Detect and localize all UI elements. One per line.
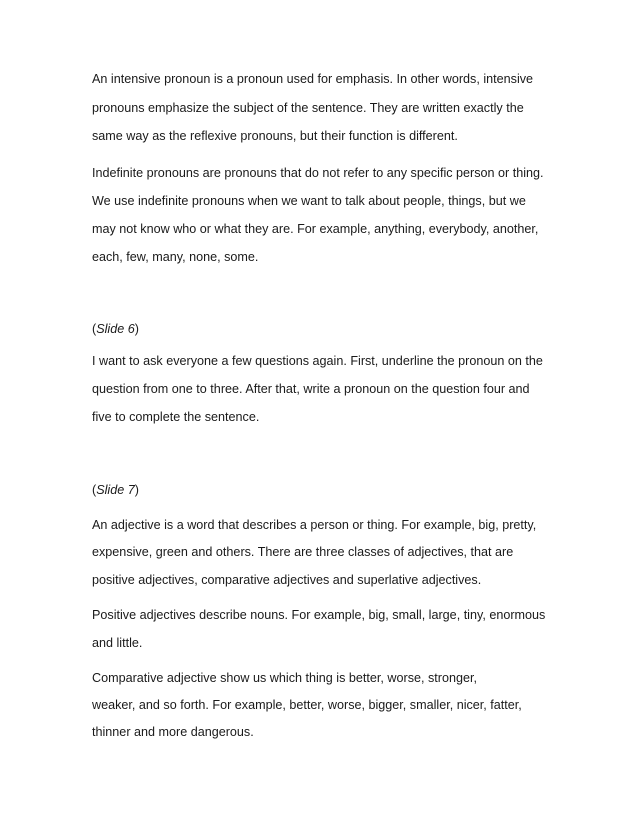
- paragraph-positive-line-2: and little.: [92, 636, 143, 650]
- paragraph-questions-line-2: question from one to three. After that, write a pronoun on the question four and: [92, 382, 530, 396]
- paragraph-adjective-line-1: An adjective is a word that describes a person or thing. For example, big, pretty,: [92, 518, 537, 532]
- paragraph-comparative-line-3: thinner and more dangerous.: [92, 725, 254, 739]
- paragraph-intensive-line-3: same way as the reflexive pronouns, but their function is different.: [92, 129, 458, 143]
- paragraph-adjective-line-2: expensive, green and others. There are three classes of adjectives, that are: [92, 545, 514, 559]
- paragraph-intensive-line-2: pronouns emphasize the subject of the sentence. They are written exactly the: [92, 101, 524, 115]
- paragraph-adjective-line-3: positive adjectives, comparative adjectives and superlative adjectives.: [92, 573, 482, 587]
- paragraph-questions-line-3: five to complete the sentence.: [92, 410, 260, 424]
- paragraph-comparative-line-1: Comparative adjective show us which thing is better, worse, stronger,: [92, 671, 477, 685]
- slide-6-text: Slide 6: [96, 322, 135, 336]
- slide-6-label: [92, 321, 139, 337]
- paragraph-questions-line-1: I want to ask everyone a few questions again. First, underline the pronoun on the: [92, 354, 543, 368]
- paragraph-positive-line-1: Positive adjectives describe nouns. For example, big, small, large, tiny, enormous: [92, 608, 546, 622]
- paragraph-indefinite-line-3: may not know who or what they are. For example, anything, everybody, another,: [92, 222, 539, 236]
- slide-6-close-paren: ): [134, 322, 139, 336]
- paragraph-intensive-line-1: An intensive pronoun is a pronoun used for emphasis. In other words, intensive: [92, 72, 534, 86]
- paragraph-comparative-line-2: weaker, and so forth. For example, better, worse, bigger, smaller, nicer, fatter,: [92, 698, 522, 712]
- slide-7-close-paren: ): [134, 483, 139, 497]
- slide-7-text: Slide 7: [96, 483, 135, 497]
- slide-7-label: [92, 482, 139, 498]
- paragraph-indefinite-line-2: We use indefinite pronouns when we want to talk about people, things, but we: [92, 194, 526, 208]
- slide-6-open-paren: (: [92, 322, 97, 336]
- slide-7-open-paren: (: [92, 483, 97, 497]
- paragraph-indefinite-line-4: each, few, many, none, some.: [92, 250, 259, 264]
- paragraph-indefinite-line-1: Indefinite pronouns are pronouns that do not refer to any specific person or thing.: [92, 166, 544, 180]
